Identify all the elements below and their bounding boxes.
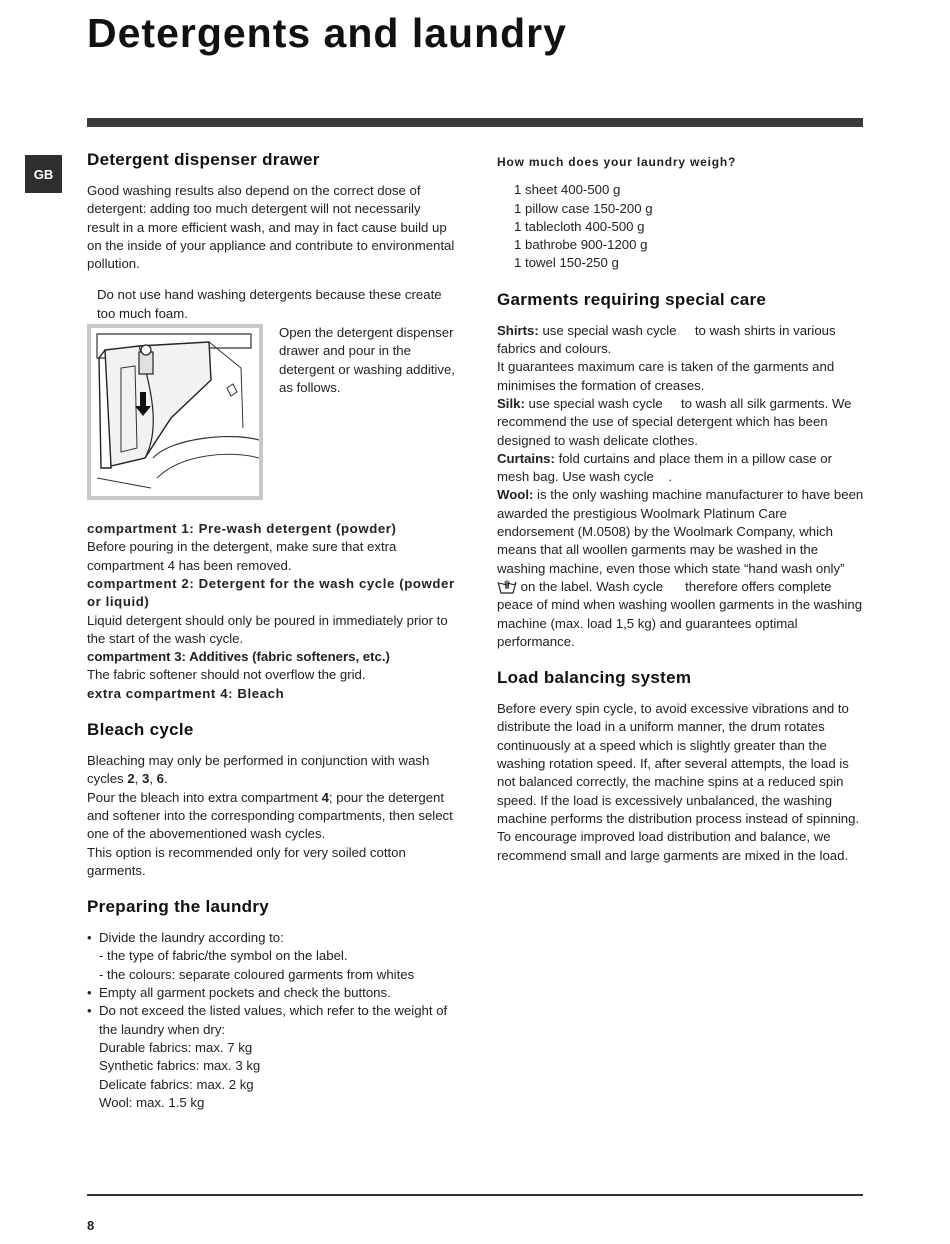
- curtains-para: [497, 450, 865, 487]
- list-item: • Empty all garment pockets and check the buttons.: [87, 984, 455, 1002]
- compartment-4-ref: 4: [321, 789, 329, 805]
- preparing-heading: Preparing the laundry: [87, 897, 270, 917]
- shirts-text: use special wash cycle to wash shirts in various fabrics and colours.: [497, 322, 840, 357]
- cycle-6: 6: [156, 771, 164, 787]
- silk-para: [497, 395, 865, 450]
- preparing-list: [87, 929, 455, 1112]
- cycle-2: 2: [127, 771, 135, 787]
- limit-wool: Wool: max. 1.5 kg: [99, 1094, 205, 1110]
- silk-text: use special wash cycle to wash all silk garments. We recommend the use of special detergent which has been designed to wash delicate clothes.: [497, 395, 856, 448]
- bullet-1-text: • Divide the laundry according to:: [99, 930, 284, 946]
- left-column: [87, 148, 455, 1112]
- list-item: 1 pillow case 150-200 g: [514, 200, 653, 216]
- bleach-text-3: This option is recommended only for very soiled cotton garments.: [87, 844, 406, 878]
- footer-rule: [87, 1194, 863, 1196]
- wool-text-b: on the label. Wash cycle therefore offers complete peace of mind when washing woollen garments in the washing machine (max. load 1,5 kg) and guarantees optimal performance.: [497, 578, 866, 649]
- shirts-label: Shirts:: [497, 322, 539, 338]
- list-item: 1 tablecloth 400-500 g: [514, 218, 645, 234]
- list-item: 1 bathrobe 900-1200 g: [514, 237, 648, 253]
- bleach-text-1: [87, 752, 455, 789]
- compartment-4-heading: extra compartment 4: Bleach: [87, 685, 285, 701]
- compartment-2-text: Liquid detergent should only be poured in immediately prior to the start of the wash cycle.: [87, 612, 448, 646]
- bullet-1-sub-2: - the colours: separate coloured garments from whites: [99, 966, 415, 982]
- bleach-text-1a: Bleaching may only be performed in conjunction with wash cycles: [87, 753, 430, 787]
- cycle-3: 3: [141, 771, 150, 787]
- open-drawer-text: Open the detergent dispenser drawer and pour in the detergent or washing additive, as follows.: [279, 325, 455, 395]
- limit-synthetic: Synthetic fabrics: max. 3 kg: [99, 1058, 261, 1074]
- weigh-list: [497, 181, 865, 272]
- compartment-3-text: The fabric softener should not overflow the grid.: [87, 667, 366, 683]
- balancing-text: Before every spin cycle, to avoid excessive vibrations and to distribute the load in a uniform manner, the drum rotates continuously at a speed which is slightly greater than the washing rotation speed. If, after several attempts, the load is not balanced correctly, the machine spins at a reduced spin speed. If the load is excessively unbalanced, the washing machine performs the distribution process instead of spinning. To encourage improved load distribution and balance, we recommend small and large garments are mixed in the load.: [497, 701, 860, 863]
- bullet-3-text: • Do not exceed the listed values, which refer to the weight of the laundry when dry:: [99, 1003, 448, 1037]
- compartment-2-heading: compartment 2: Detergent for the wash cycle (powder or liquid): [87, 575, 455, 610]
- silk-label: Silk:: [497, 395, 525, 411]
- wool-text-a: is the only washing machine manufacturer to have been awarded the prestigious Woolmark Platinum Care endorsement (M.0508) by the Woolmark Company, which means that all woollen garments may be washed in the washing machine, even those which state “hand wash only”: [497, 487, 864, 576]
- bleach-text-2: [87, 789, 455, 844]
- special-care-heading: Garments requiring special care: [497, 289, 767, 309]
- compartment-3-heading: compartment 3: Additives (fabric softeners, etc.): [87, 649, 390, 665]
- period: .: [164, 771, 168, 787]
- dispenser-figure-row: [87, 324, 455, 500]
- separator: ,: [149, 771, 157, 787]
- dispenser-drawer-illustration: [87, 324, 263, 500]
- bleach-text-2b: ; pour the detergent and softener into the corresponding compartments, then select one of the abovementioned wash cycles.: [87, 789, 453, 842]
- hand-wash-tub-icon: [497, 578, 517, 596]
- limit-delicate: Delicate fabrics: max. 2 kg: [99, 1076, 254, 1092]
- balancing-heading: Load balancing system: [497, 668, 692, 688]
- page-title: Detergents and laundry: [87, 10, 567, 56]
- shirts-text-2: It guarantees maximum care is taken of the garments and minimises the formation of creases.: [497, 359, 835, 393]
- bullet-1-sub-1: - the type of fabric/the symbol on the label.: [99, 948, 348, 964]
- shirts-para: [497, 322, 865, 359]
- foam-warning: Do not use hand washing detergents because these create too much foam.: [97, 287, 442, 321]
- list-item: 1 towel 150-250 g: [514, 255, 619, 271]
- dispenser-heading: Detergent dispenser drawer: [87, 150, 320, 169]
- compartment-1-text: Before pouring in the detergent, make sure that extra compartment 4 has been removed.: [87, 539, 397, 573]
- wool-para: [497, 486, 865, 651]
- list-item: [87, 929, 455, 984]
- page-number: 8: [87, 1218, 95, 1233]
- list-item: [87, 1002, 455, 1112]
- list-item: 1 sheet 400-500 g: [514, 182, 621, 198]
- weigh-heading: How much does your laundry weigh?: [497, 155, 737, 169]
- dispenser-intro: Good washing results also depend on the correct dose of detergent: adding too much detergent will not necessarily result in a more efficient wash, and may in fact cause build up on the inside of your appliance and contribute to environmental pollution.: [87, 183, 455, 272]
- compartment-1-heading: compartment 1: Pre-wash detergent (powder): [87, 521, 397, 537]
- right-column: [497, 148, 865, 865]
- bleach-text-2a: Pour the bleach into extra compartment: [87, 789, 318, 805]
- language-tab: GB: [25, 155, 62, 193]
- wool-label: Wool:: [497, 487, 534, 503]
- bleach-heading: Bleach cycle: [87, 720, 194, 740]
- title-rule: [87, 118, 863, 127]
- limit-durable: Durable fabrics: max. 7 kg: [99, 1039, 253, 1055]
- curtains-label: Curtains:: [497, 450, 555, 466]
- curtains-text: fold curtains and place them in a pillow case or mesh bag. Use wash cycle .: [497, 450, 836, 485]
- separator: ,: [134, 771, 142, 787]
